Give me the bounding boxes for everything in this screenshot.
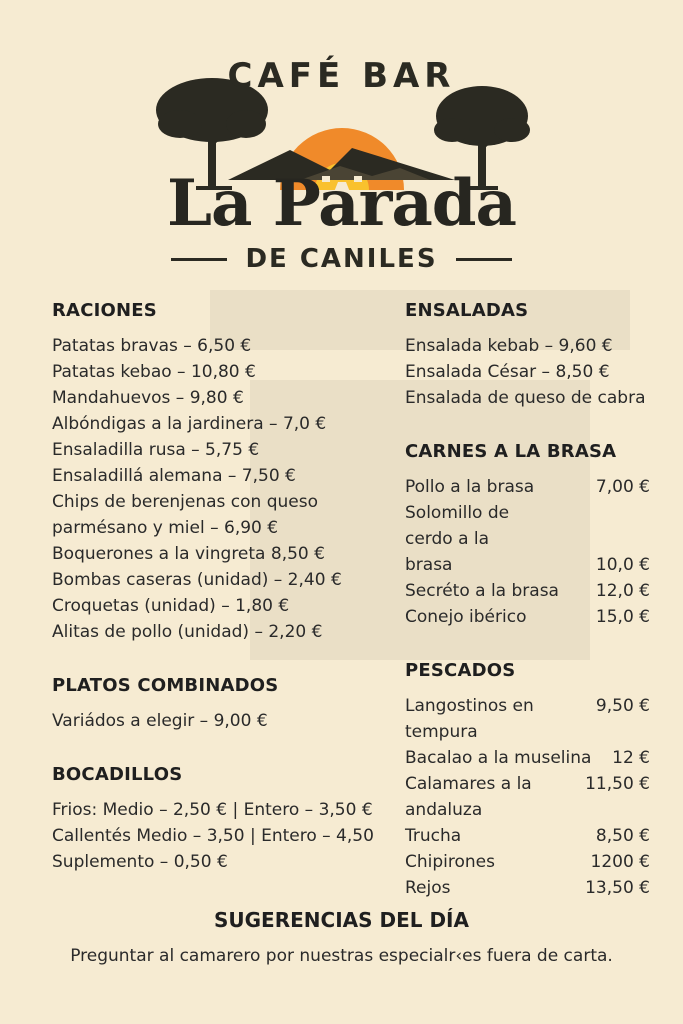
section-pescados: [405, 660, 650, 901]
menu-item: Boquerones a la vingreta 8,50 €: [52, 544, 325, 564]
menu-item: Ensalada César – 8,50 €: [405, 362, 610, 382]
menu-item: Variádos a elegir – 9,00 €: [52, 711, 268, 731]
item-price: 15,0 €: [595, 607, 650, 627]
section-title: BOCADILLOS: [52, 764, 183, 785]
item-name: Langostinos en tempura: [405, 696, 534, 742]
menu-item: Patatas kebao – 10,80 €: [52, 362, 256, 382]
suggestions-text: Preguntar al camarero por nuestras especialr‹es fuera de carta.: [70, 946, 613, 966]
item-price: 12 €: [612, 748, 650, 768]
item-price: 1200 €: [590, 852, 650, 872]
menu-item: Ensaladilla rusa – 5,75 €: [52, 440, 260, 460]
menu-item: [405, 771, 650, 823]
section-title: SUGERENCIAS DEL DÍA: [214, 908, 469, 932]
item-name: Pollo a la brasa: [405, 477, 535, 497]
left-column: [52, 300, 397, 899]
section-ensaladas: [405, 300, 650, 411]
item-price: 8,50 €: [595, 826, 650, 846]
menu-item: Alitas de pollo (unidad) – 2,20 €: [52, 622, 323, 642]
cafe-bar-label: CAFÉ BAR: [227, 56, 456, 96]
right-column: [405, 300, 650, 925]
section-raciones: [52, 300, 397, 645]
item-name: Secréto a la brasa: [405, 581, 559, 601]
menu-item: Suplemento – 0,50 €: [52, 852, 228, 872]
item-name: Rejos: [405, 878, 451, 898]
restaurant-name: La Parada: [166, 166, 517, 241]
menu-item: [405, 745, 650, 771]
section-bocadillos: [52, 764, 397, 875]
menu-item: Callentés Medio – 3,50 | Entero – 4,50: [52, 826, 374, 846]
item-name: Chipirones: [405, 852, 495, 872]
suggestions-section: [0, 908, 683, 966]
menu-item: parmésano y miel – 6,90 €: [52, 518, 279, 538]
menu-item: Croquetas (unidad) – 1,80 €: [52, 596, 290, 616]
menu-item: Ensalada kebab – 9,60 €: [405, 336, 613, 356]
section-title: CARNES A LA BRASA: [405, 441, 617, 462]
section-title: ENSALADAS: [405, 300, 529, 321]
subtitle-row: [0, 244, 683, 274]
item-name: Conejo ibérico: [405, 607, 527, 627]
item-price: 12,0 €: [595, 581, 650, 601]
section-title: PESCADOS: [405, 660, 516, 681]
divider-line: [456, 258, 512, 261]
menu-item: [405, 474, 650, 500]
item-price: 11,50 €: [585, 774, 650, 794]
menu-item: [405, 604, 650, 630]
subtitle-label: DE CANILES: [245, 244, 438, 274]
menu-item: Ensalada de queso de cabra: [405, 388, 646, 408]
menu-item: Albóndigas a la jardinera – 7,0 €: [52, 414, 327, 434]
menu-item: [405, 823, 650, 849]
item-price: 10,0 €: [595, 555, 650, 575]
item-price: 7,00 €: [595, 477, 650, 497]
menu-item: Patatas bravas – 6,50 €: [52, 336, 252, 356]
logo: [0, 40, 683, 280]
item-name: Calamares a la andaluza: [405, 774, 532, 820]
menu-item: [405, 875, 650, 901]
menu-item: Ensaladillá alemana – 7,50 €: [52, 466, 296, 486]
menu-item: [405, 693, 650, 745]
menu-item: [405, 578, 650, 604]
item-name: Solomillo de cerdo a la brasa: [405, 503, 510, 575]
menu-item: Mandahuevos – 9,80 €: [52, 388, 244, 408]
menu-item: Bombas caseras (unidad) – 2,40 €: [52, 570, 342, 590]
menu-item: [405, 849, 650, 875]
section-platos-combinados: [52, 675, 397, 734]
menu-item: [405, 500, 650, 578]
item-price: 9,50 €: [595, 696, 650, 716]
section-title: RACIONES: [52, 300, 157, 321]
section-carnes: [405, 441, 650, 630]
item-price: 13,50 €: [585, 878, 650, 898]
menu-item: Chips de berenjenas con queso: [52, 492, 319, 512]
section-title: PLATOS COMBINADOS: [52, 675, 279, 696]
item-name: Trucha: [405, 826, 462, 846]
divider-line: [171, 258, 227, 261]
item-name: Bacalao a la muselina: [405, 748, 592, 768]
menu-item: Frios: Medio – 2,50 € | Entero – 3,50 €: [52, 800, 373, 820]
